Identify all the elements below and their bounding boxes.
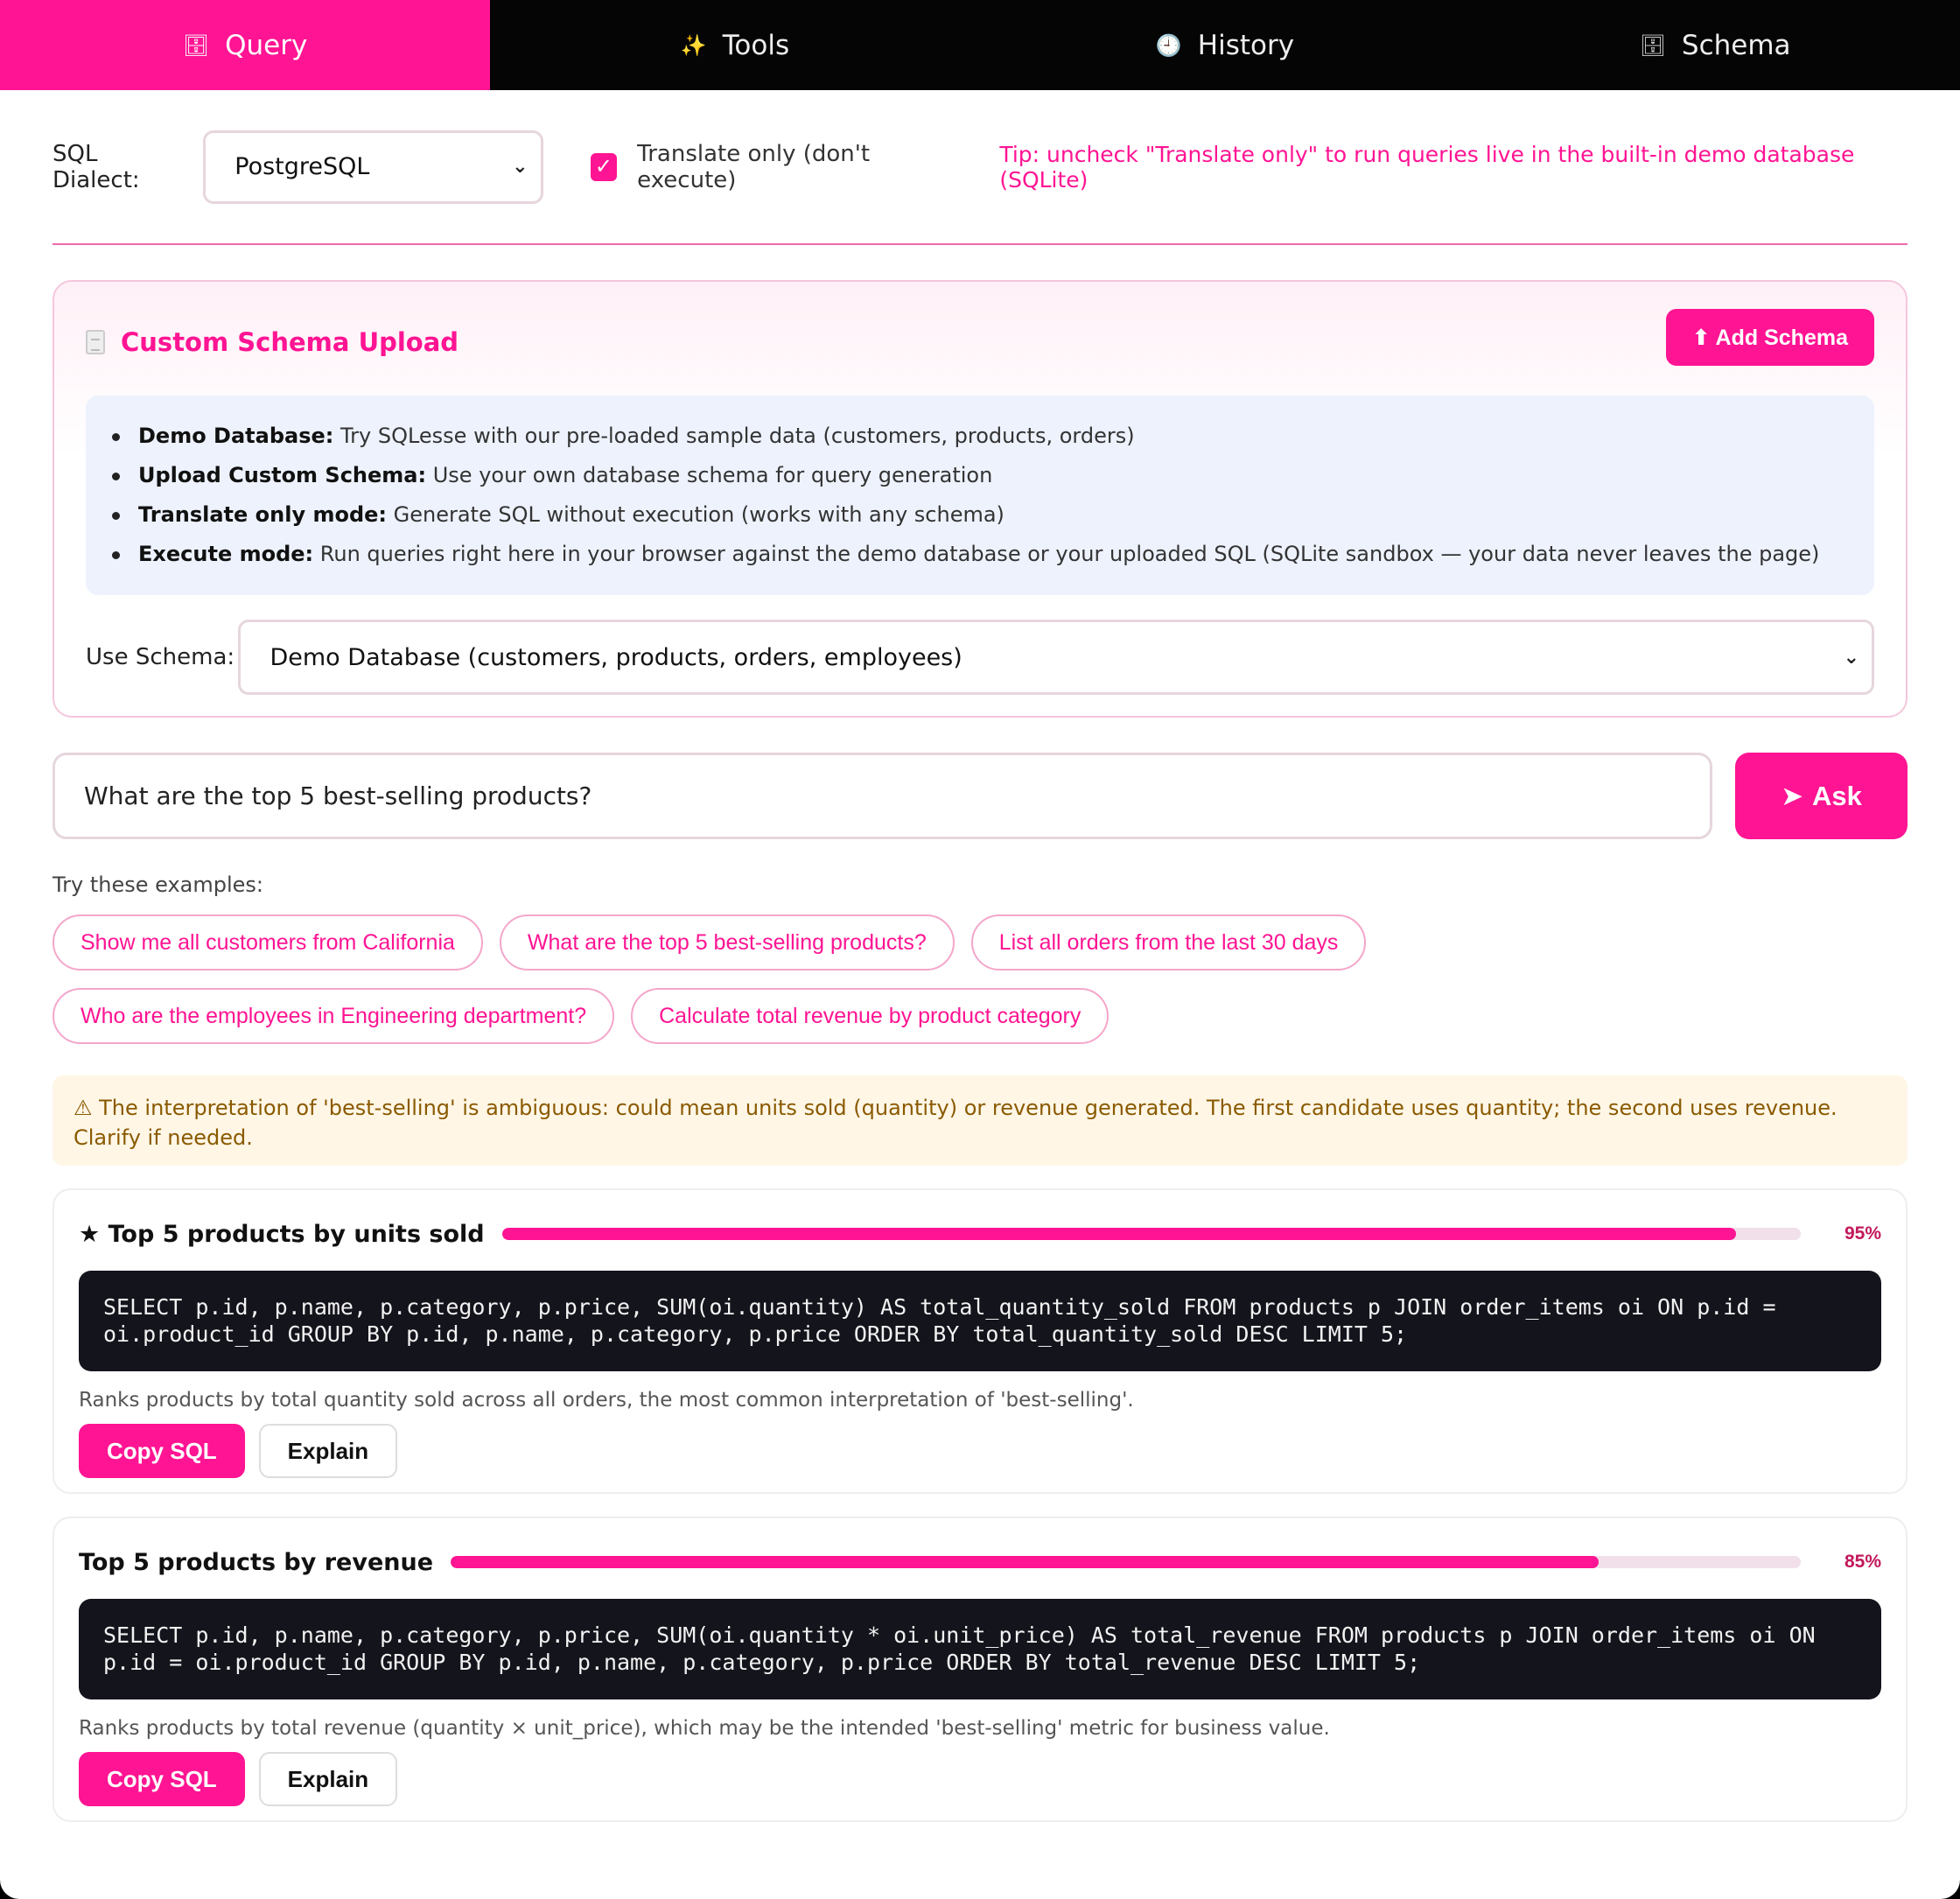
chevron-down-icon: ⌄: [512, 156, 528, 178]
use-schema-row: [86, 620, 1874, 695]
dialect-selected-value: PostgreSQL: [234, 153, 370, 180]
info-text: Run queries right here in your browser against the demo database or your uploaded SQL (SQLite sandbox — your data never leaves the page): [313, 542, 1820, 566]
copy-sql-button[interactable]: Copy SQL: [79, 1424, 245, 1478]
tab-label: Schema: [1681, 29, 1791, 61]
sparkles-icon: ✨: [680, 32, 707, 58]
schema-card-header: [86, 282, 1874, 402]
candidate-header: [79, 1545, 1881, 1580]
confidence-bar: [502, 1228, 1801, 1240]
example-chip[interactable]: List all orders from the last 30 days: [971, 914, 1367, 971]
schema-title-text: Custom Schema Upload: [121, 326, 459, 357]
send-icon: ➤: [1781, 780, 1804, 811]
ask-button[interactable]: [1735, 753, 1908, 839]
schema-info-box: [86, 396, 1874, 595]
confidence-bar-fill: [502, 1228, 1736, 1240]
example-chip[interactable]: What are the top 5 best-selling products?: [500, 914, 955, 971]
schema-title: [86, 327, 458, 357]
use-schema-selected-value: Demo Database (customers, products, orders, employees): [270, 643, 962, 671]
info-item: [112, 536, 1848, 576]
dialect-row: [52, 90, 1908, 245]
database-icon: 🗄: [182, 32, 210, 58]
candidate-actions: [79, 1424, 1881, 1478]
tab-history[interactable]: [980, 0, 1470, 90]
add-schema-button[interactable]: ⬆ Add Schema: [1666, 309, 1874, 366]
info-text: Try SQLesse with our pre-loaded sample data (customers, products, orders): [333, 424, 1135, 448]
tab-schema[interactable]: [1470, 0, 1960, 90]
info-term: Execute mode:: [138, 542, 314, 566]
example-chip[interactable]: Calculate total revenue by product category: [631, 988, 1109, 1044]
tab-label: Query: [225, 29, 308, 61]
document-icon: [86, 330, 105, 354]
info-term: Upload Custom Schema:: [138, 463, 427, 487]
info-item: [112, 418, 1848, 458]
confidence-bar: [451, 1556, 1801, 1568]
database-icon: 🗄: [1639, 32, 1666, 58]
candidate-title: ★ Top 5 products by units sold: [79, 1220, 485, 1248]
tab-label: Tools: [722, 29, 790, 61]
sql-code-block: SELECT p.id, p.name, p.category, p.price, SUM(oi.quantity * oi.unit_price) AS total_revenue FROM products p JOIN order_items oi ON p.id = oi.product_id GROUP BY p.id, p.name, p.category, p.price ORDER BY total_revenue DESC LIMIT 5;: [79, 1599, 1881, 1699]
ambiguity-warning: ⚠ The interpretation of 'best-selling' is ambiguous: could mean units sold (quantity) or revenue generated. The first candidate uses quantity; the second uses revenue. Clarify if needed.: [52, 1076, 1908, 1166]
use-schema-select[interactable]: [238, 620, 1874, 695]
candidate-header: [79, 1216, 1881, 1251]
explain-button[interactable]: Explain: [259, 1424, 397, 1478]
confidence-bar-fill: [451, 1556, 1599, 1568]
question-input[interactable]: What are the top 5 best-selling products?: [52, 753, 1712, 839]
sql-code-block: SELECT p.id, p.name, p.category, p.price, SUM(oi.quantity) AS total_quantity_sold FROM products p JOIN order_items oi ON p.id = oi.product_id GROUP BY p.id, p.name, p.category, p.price ORDER BY total_quantity_sold DESC LIMIT 5;: [79, 1271, 1881, 1371]
info-term: Demo Database:: [138, 424, 334, 448]
copy-sql-button[interactable]: Copy SQL: [79, 1752, 245, 1806]
ask-row: [52, 753, 1908, 839]
info-text: Use your own database schema for query generation: [426, 463, 993, 487]
tab-bar: [0, 0, 1960, 90]
tip-text: Tip: uncheck "Translate only" to run queries live in the built-in demo database (SQLite): [999, 141, 1855, 193]
tab-label: History: [1197, 29, 1295, 61]
example-chips: [52, 914, 1540, 1044]
example-chip[interactable]: Who are the employees in Engineering department?: [52, 988, 614, 1044]
translate-only-label[interactable]: Translate only (don't execute): [637, 140, 871, 193]
candidate-description: Ranks products by total quantity sold across all orders, the most common interpretation of 'best-selling'.: [79, 1389, 1134, 1412]
example-chip[interactable]: Show me all customers from California: [52, 914, 483, 971]
info-text: Generate SQL without execution (works with any schema): [387, 502, 1004, 527]
custom-schema-card: [52, 280, 1908, 718]
info-item: [112, 458, 1848, 497]
dialect-select[interactable]: [203, 130, 542, 204]
clock-icon: 🕘: [1155, 32, 1182, 58]
checkmark-icon: ✓: [594, 155, 612, 179]
chevron-down-icon: ⌄: [1843, 646, 1859, 669]
info-item: [112, 497, 1848, 536]
sql-candidate-card: [52, 1517, 1908, 1822]
confidence-percent: 85%: [1844, 1552, 1881, 1572]
info-term: Translate only mode:: [138, 502, 388, 527]
candidate-actions: [79, 1752, 1881, 1806]
tab-tools[interactable]: [490, 0, 980, 90]
sql-candidate-card: [52, 1188, 1908, 1494]
examples-label: Try these examples:: [52, 872, 264, 897]
translate-only-checkbox[interactable]: [591, 153, 618, 181]
ask-label: Ask: [1812, 780, 1862, 811]
explain-button[interactable]: Explain: [259, 1752, 397, 1806]
candidate-title: Top 5 products by revenue: [79, 1548, 434, 1576]
confidence-percent: 95%: [1844, 1223, 1881, 1244]
use-schema-label: Use Schema:: [86, 644, 235, 670]
tab-query[interactable]: [0, 0, 490, 90]
query-panel: [52, 90, 1908, 1822]
candidate-description: Ranks products by total revenue (quantity × unit_price), which may be the intended 'best-selling' metric for business value.: [79, 1717, 1330, 1740]
dialect-label: SQL Dialect:: [52, 140, 140, 193]
